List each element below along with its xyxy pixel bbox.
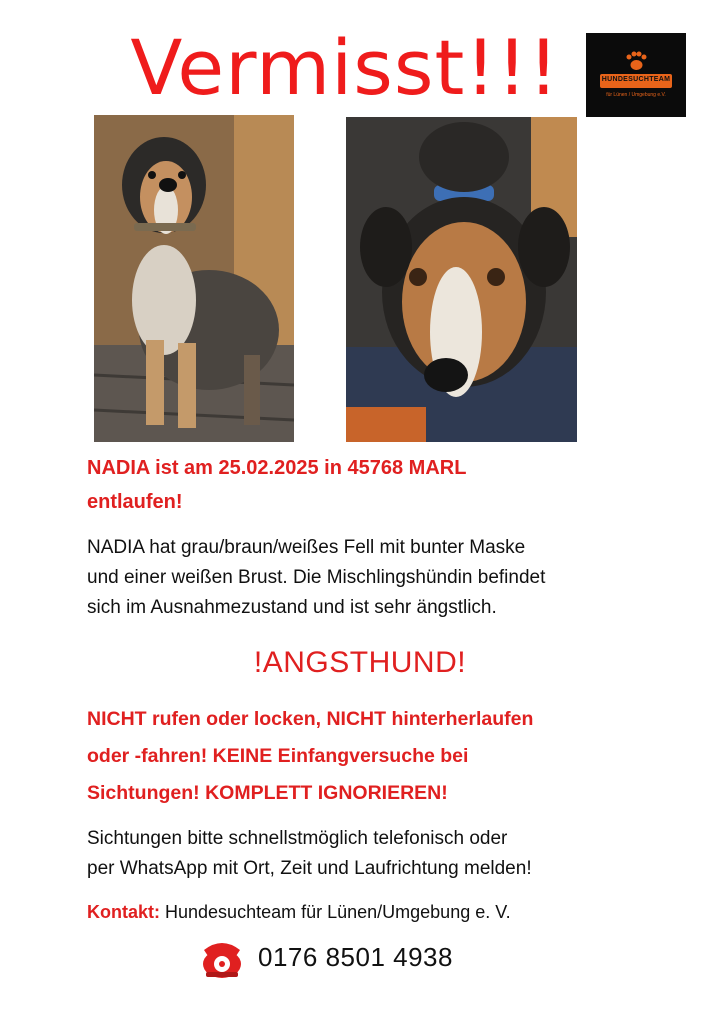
logo-text: HUNDESUCHTEAM <box>601 76 671 83</box>
headline-line: entlaufen! <box>87 491 183 513</box>
contact-line <box>87 900 687 924</box>
warning-line: oder -fahren! KEINE Einfangversuche bei <box>87 745 469 767</box>
missing-headline <box>87 451 687 519</box>
contact-label: Kontakt: <box>87 902 160 922</box>
alert-heading: !ANGSTHUND! <box>253 646 467 679</box>
dog-description <box>87 533 687 623</box>
sighting-instructions <box>87 824 687 884</box>
telephone-icon <box>200 934 244 980</box>
logo-subtext: für Lünen / Umgebung e.V. <box>606 92 666 98</box>
description-line: und einer weißen Brust. Die Mischlingshündin befindet <box>87 567 546 588</box>
phone-row <box>200 930 453 984</box>
page-title: Vermisst!!! <box>130 23 560 112</box>
description-line: sich im Ausnahmezustand und ist sehr ängstlich. <box>87 597 497 618</box>
dog-photo-head-closeup <box>346 117 577 442</box>
warning-line: NICHT rufen oder locken, NICHT hinterherlaufen <box>87 708 534 730</box>
warning-line: Sichtungen! KOMPLETT IGNORIEREN! <box>87 782 448 804</box>
organization-logo <box>586 33 686 117</box>
paw-icon <box>624 51 648 71</box>
phone-number[interactable]: 0176 8501 4938 <box>258 941 453 972</box>
headline-line: NADIA ist am 25.02.2025 in 45768 MARL <box>87 457 467 479</box>
dog-photo-full-body <box>94 115 294 442</box>
instruction-line: Sichtungen bitte schnellstmöglich telefonisch oder <box>87 828 508 849</box>
description-line: NADIA hat grau/braun/weißes Fell mit bunter Maske <box>87 537 526 558</box>
instruction-line: per WhatsApp mit Ort, Zeit und Laufrichtung melden! <box>87 858 532 879</box>
contact-name: Hundesuchteam für Lünen/Umgebung e. V. <box>165 902 511 922</box>
behavior-warning <box>87 701 687 812</box>
